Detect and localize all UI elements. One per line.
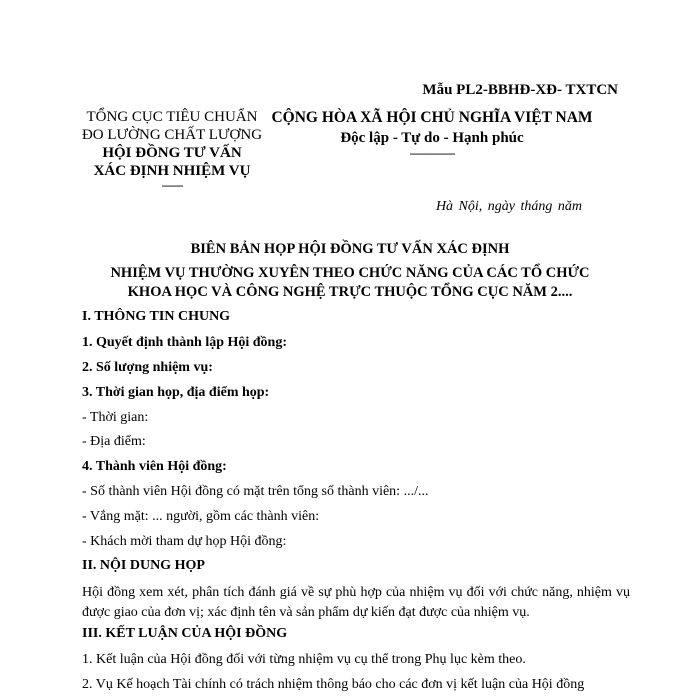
meeting-place: - Địa điểm: (82, 434, 146, 449)
members-present: - Số thành viên Hội đồng có mặt trên tổng số thành viên: .../... (82, 484, 429, 499)
members-absent: - Vắng mặt: ... người, gồm các thành viên: (82, 509, 320, 524)
org-name-line2: ĐO LƯỜNG CHẤT LƯỢNG (81, 127, 263, 143)
section2-paragraph: Hội đồng xem xét, phân tích đánh giá về sự phù hợp của nhiệm vụ đối với chức năng, nhiệm vụ được giao của đơn vị; xác định tên và sản phẩm dự kiến đạt được của nhiệm vụ. (82, 585, 630, 620)
section3-heading: III. KẾT LUẬN CỦA HỘI ĐỒNG (82, 626, 288, 641)
org-name-line1: TỔNG CỤC TIÊU CHUẨN (86, 109, 258, 125)
national-motto: Độc lập - Tự do - Hạnh phúc (340, 130, 524, 146)
section1-item3: 3. Thời gian họp, địa điểm họp: (82, 385, 270, 400)
title-line2: NHIỆM VỤ THƯỜNG XUYÊN THEO CHỨC NĂNG CỦA CÁC TỔ CHỨC (110, 265, 590, 281)
section3-item1: 1. Kết luận của Hội đồng đối với từng nhiệm vụ cụ thể trong Phụ lục kèm theo. (82, 652, 526, 667)
national-title: CỘNG HÒA XÃ HỘI CHỦ NGHĨA VIỆT NAM (271, 109, 593, 126)
section1-heading: I. THÔNG TIN CHUNG (82, 309, 231, 324)
form-code: Mẫu PL2-BBHĐ-XĐ- TXTCN (422, 82, 618, 98)
section1-item4: 4. Thành viên Hội đồng: (82, 459, 227, 474)
title-line3: KHOA HỌC VÀ CÔNG NGHỆ TRỰC THUỘC TỔNG CỤC NĂM 2.... (127, 284, 573, 300)
left-header-rule: ------- (161, 178, 183, 192)
section3-item2: 2. Vụ Kế hoạch Tài chính có trách nhiệm thông báo cho các đơn vị kết luận của Hội đồng (82, 677, 585, 692)
section2-heading: II. NỘI DUNG HỌP (82, 558, 205, 573)
meeting-guests: - Khách mời tham dự họp Hội đồng: (82, 534, 287, 549)
issuing-agency-header (72, 108, 272, 190)
right-header-rule: --------------- (409, 146, 455, 160)
council-name-line2: XÁC ĐỊNH NHIỆM VỤ (93, 163, 251, 179)
date-line: Hà Nội, ngày tháng năm (435, 199, 582, 214)
council-name-line1: HỘI ĐỒNG TƯ VẤN (102, 145, 242, 161)
title-line1: BIÊN BẢN HỌP HỘI ĐỒNG TƯ VẤN XÁC ĐỊNH (190, 241, 510, 257)
meeting-time: - Thời gian: (82, 410, 149, 425)
section1-item2: 2. Số lượng nhiệm vụ: (82, 360, 213, 375)
document-title (60, 240, 640, 302)
section1-item1: 1. Quyết định thành lập Hội đồng: (82, 335, 288, 350)
national-header (262, 108, 602, 158)
